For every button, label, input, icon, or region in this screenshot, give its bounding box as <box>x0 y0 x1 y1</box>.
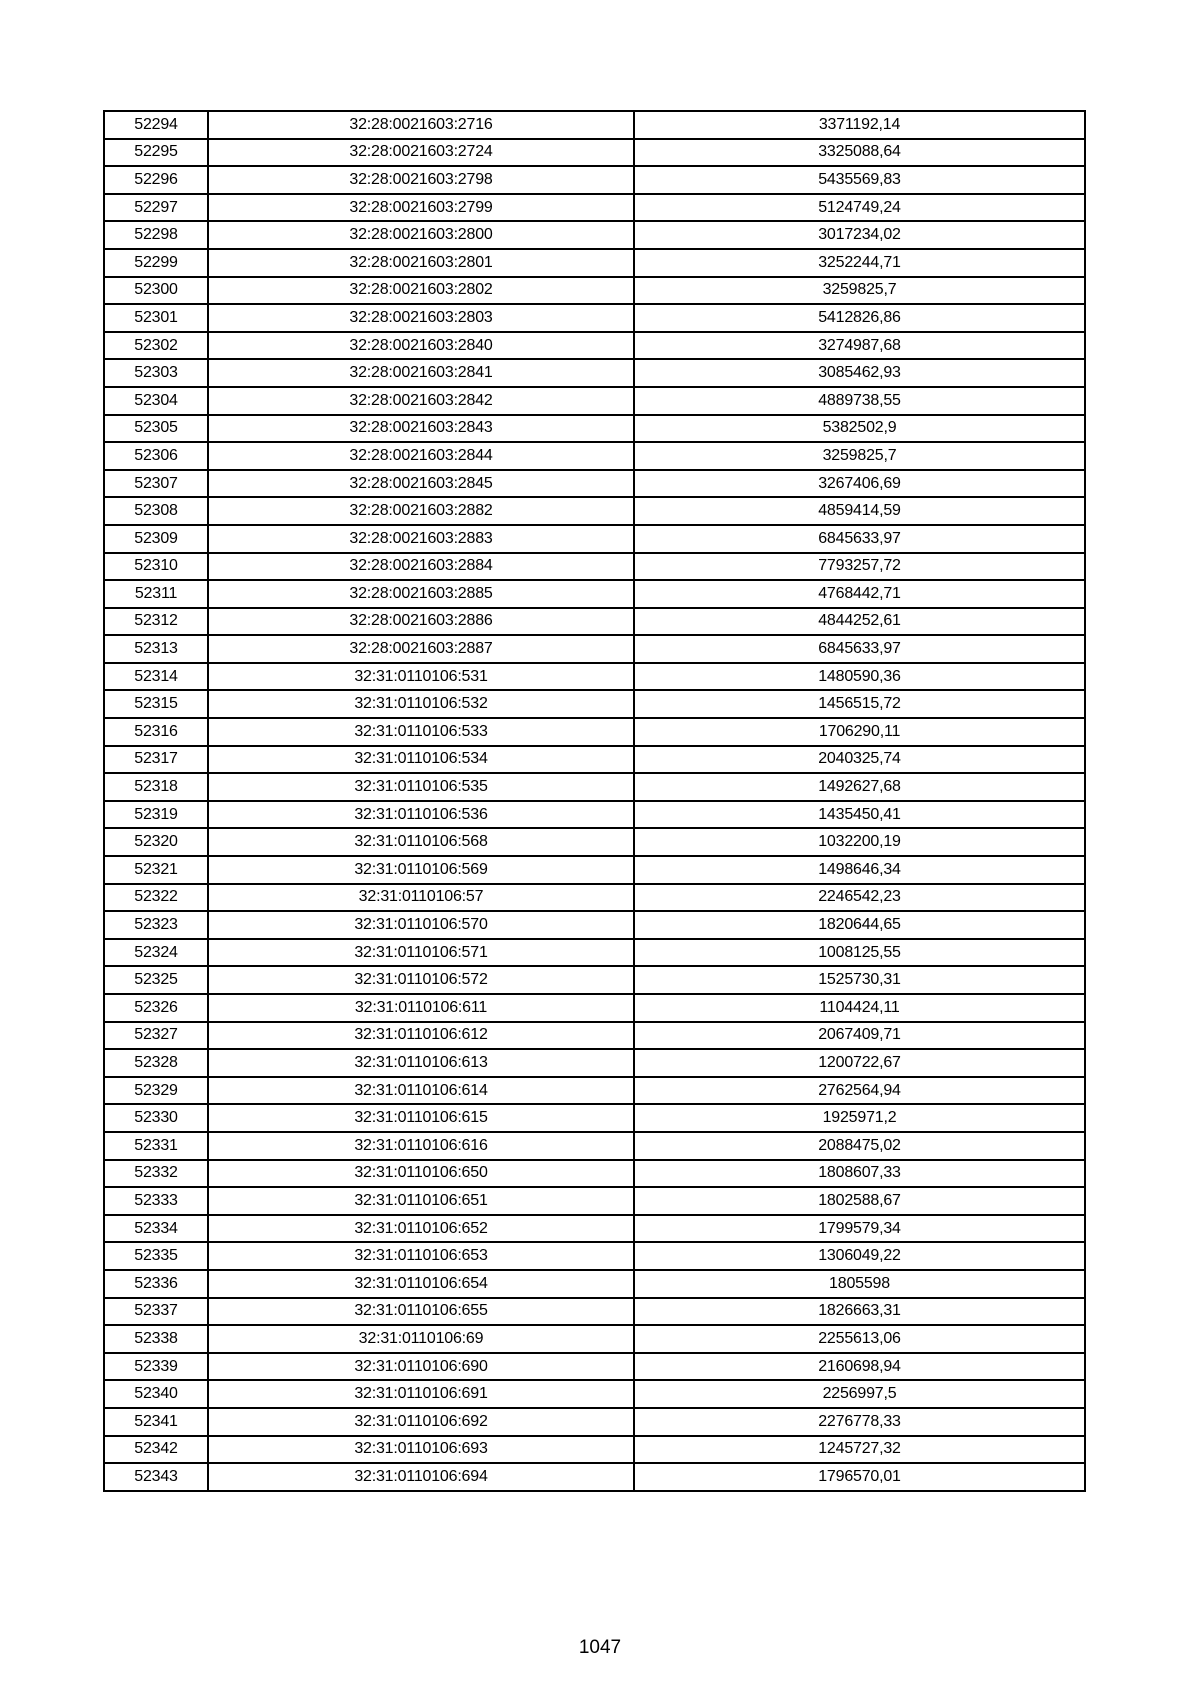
cadastral-number-cell: 32:28:0021603:2845 <box>208 470 634 498</box>
cadastral-number-cell: 32:28:0021603:2884 <box>208 553 634 581</box>
table-row <box>104 1242 1085 1270</box>
cadastral-value-cell: 1525730,31 <box>634 966 1085 994</box>
table-row <box>104 387 1085 415</box>
cadastral-number-cell: 32:31:0110106:613 <box>208 1049 634 1077</box>
cadastral-number-cell: 32:31:0110106:531 <box>208 663 634 691</box>
cadastral-number-cell: 32:28:0021603:2802 <box>208 277 634 305</box>
cadastral-number-cell: 32:31:0110106:533 <box>208 718 634 746</box>
row-number-cell: 52302 <box>104 332 208 360</box>
cadastral-number-cell: 32:28:0021603:2800 <box>208 221 634 249</box>
row-number-cell: 52320 <box>104 828 208 856</box>
page-number: 1047 <box>578 1637 622 1658</box>
cadastral-value-cell: 2160698,94 <box>634 1353 1085 1381</box>
cadastral-value-cell: 3267406,69 <box>634 470 1085 498</box>
row-number-cell: 52321 <box>104 856 208 884</box>
table-row <box>104 1215 1085 1243</box>
cadastral-value-cell: 1498646,34 <box>634 856 1085 884</box>
cadastral-value-cell: 1799579,34 <box>634 1215 1085 1243</box>
cadastral-value-cell: 3017234,02 <box>634 221 1085 249</box>
table-row <box>104 415 1085 443</box>
table-row <box>104 249 1085 277</box>
cadastral-number-cell: 32:31:0110106:653 <box>208 1242 634 1270</box>
table-row <box>104 939 1085 967</box>
row-number-cell: 52325 <box>104 966 208 994</box>
row-number-cell: 52306 <box>104 442 208 470</box>
cadastral-number-cell: 32:31:0110106:690 <box>208 1353 634 1381</box>
table-row <box>104 497 1085 525</box>
cadastral-number-cell: 32:31:0110106:570 <box>208 911 634 939</box>
cadastral-number-cell: 32:28:0021603:2842 <box>208 387 634 415</box>
cadastral-number-cell: 32:28:0021603:2724 <box>208 139 634 167</box>
table-row <box>104 1298 1085 1326</box>
cadastral-number-cell: 32:28:0021603:2844 <box>208 442 634 470</box>
row-number-cell: 52317 <box>104 746 208 774</box>
cadastral-value-cell: 5412826,86 <box>634 304 1085 332</box>
table-row <box>104 608 1085 636</box>
cadastral-value-cell: 1435450,41 <box>634 801 1085 829</box>
row-number-cell: 52336 <box>104 1270 208 1298</box>
row-number-cell: 52316 <box>104 718 208 746</box>
cadastral-number-cell: 32:31:0110106:612 <box>208 1022 634 1050</box>
cadastral-number-cell: 32:31:0110106:694 <box>208 1463 634 1491</box>
cadastral-value-cell: 1200722,67 <box>634 1049 1085 1077</box>
cadastral-value-cell: 1456515,72 <box>634 690 1085 718</box>
row-number-cell: 52329 <box>104 1077 208 1105</box>
table-row <box>104 304 1085 332</box>
cadastral-value-cell: 1796570,01 <box>634 1463 1085 1491</box>
row-number-cell: 52305 <box>104 415 208 443</box>
row-number-cell: 52335 <box>104 1242 208 1270</box>
table-row <box>104 828 1085 856</box>
row-number-cell: 52301 <box>104 304 208 332</box>
cadastral-number-cell: 32:31:0110106:611 <box>208 994 634 1022</box>
cadastral-number-cell: 32:31:0110106:692 <box>208 1408 634 1436</box>
table-row <box>104 470 1085 498</box>
cadastral-number-cell: 32:28:0021603:2840 <box>208 332 634 360</box>
row-number-cell: 52337 <box>104 1298 208 1326</box>
row-number-cell: 52318 <box>104 773 208 801</box>
table-row <box>104 1436 1085 1464</box>
row-number-cell: 52294 <box>104 111 208 139</box>
cadastral-value-cell: 6845633,97 <box>634 525 1085 553</box>
table-row <box>104 690 1085 718</box>
cadastral-value-cell: 4768442,71 <box>634 580 1085 608</box>
cadastral-value-cell: 5435569,83 <box>634 166 1085 194</box>
table-row <box>104 221 1085 249</box>
cadastral-value-cell: 3085462,93 <box>634 359 1085 387</box>
cadastral-value-cell: 3371192,14 <box>634 111 1085 139</box>
row-number-cell: 52339 <box>104 1353 208 1381</box>
cadastral-value-cell: 2255613,06 <box>634 1325 1085 1353</box>
row-number-cell: 52297 <box>104 194 208 222</box>
cadastral-number-cell: 32:31:0110106:650 <box>208 1160 634 1188</box>
cadastral-value-cell: 2256997,5 <box>634 1380 1085 1408</box>
cadastral-value-cell: 5382502,9 <box>634 415 1085 443</box>
cadastral-value-cell: 1802588,67 <box>634 1187 1085 1215</box>
cadastral-value-cell: 1245727,32 <box>634 1436 1085 1464</box>
row-number-cell: 52319 <box>104 801 208 829</box>
row-number-cell: 52295 <box>104 139 208 167</box>
cadastral-value-cell: 1805598 <box>634 1270 1085 1298</box>
row-number-cell: 52326 <box>104 994 208 1022</box>
table-row <box>104 1187 1085 1215</box>
cadastral-number-cell: 32:31:0110106:572 <box>208 966 634 994</box>
table-row <box>104 718 1085 746</box>
cadastral-value-cell: 3259825,7 <box>634 442 1085 470</box>
table-row <box>104 1408 1085 1436</box>
table-row <box>104 1325 1085 1353</box>
row-number-cell: 52310 <box>104 553 208 581</box>
row-number-cell: 52342 <box>104 1436 208 1464</box>
cadastral-value-cell: 5124749,24 <box>634 194 1085 222</box>
cadastral-value-cell: 4844252,61 <box>634 608 1085 636</box>
cadastral-value-cell: 1925971,2 <box>634 1104 1085 1132</box>
cadastral-value-cell: 3325088,64 <box>634 139 1085 167</box>
row-number-cell: 52308 <box>104 497 208 525</box>
cadastral-value-cell: 1706290,11 <box>634 718 1085 746</box>
row-number-cell: 52311 <box>104 580 208 608</box>
cadastral-value-cell: 1306049,22 <box>634 1242 1085 1270</box>
row-number-cell: 52338 <box>104 1325 208 1353</box>
cadastral-number-cell: 32:31:0110106:652 <box>208 1215 634 1243</box>
row-number-cell: 52309 <box>104 525 208 553</box>
table-row <box>104 139 1085 167</box>
row-number-cell: 52299 <box>104 249 208 277</box>
cadastral-value-cell: 1826663,31 <box>634 1298 1085 1326</box>
table-row <box>104 442 1085 470</box>
cadastral-value-cell: 2040325,74 <box>634 746 1085 774</box>
table-row <box>104 1022 1085 1050</box>
cadastral-number-cell: 32:28:0021603:2885 <box>208 580 634 608</box>
cadastral-number-cell: 32:31:0110106:654 <box>208 1270 634 1298</box>
cadastral-value-cell: 2067409,71 <box>634 1022 1085 1050</box>
cadastral-number-cell: 32:31:0110106:534 <box>208 746 634 774</box>
cadastral-value-cell: 1008125,55 <box>634 939 1085 967</box>
row-number-cell: 52327 <box>104 1022 208 1050</box>
cadastral-number-cell: 32:31:0110106:651 <box>208 1187 634 1215</box>
row-number-cell: 52322 <box>104 884 208 912</box>
table-row <box>104 1132 1085 1160</box>
cadastral-number-cell: 32:31:0110106:571 <box>208 939 634 967</box>
table-row <box>104 1049 1085 1077</box>
cadastral-value-table <box>103 110 1086 1492</box>
table-row <box>104 1077 1085 1105</box>
table-row <box>104 580 1085 608</box>
cadastral-number-cell: 32:31:0110106:615 <box>208 1104 634 1132</box>
cadastral-number-cell: 32:28:0021603:2799 <box>208 194 634 222</box>
table-body <box>104 111 1085 1491</box>
table-row <box>104 1380 1085 1408</box>
row-number-cell: 52315 <box>104 690 208 718</box>
cadastral-number-cell: 32:28:0021603:2803 <box>208 304 634 332</box>
cadastral-value-cell: 2088475,02 <box>634 1132 1085 1160</box>
table-row <box>104 1463 1085 1491</box>
cadastral-number-cell: 32:31:0110106:57 <box>208 884 634 912</box>
table-row <box>104 801 1085 829</box>
table-row <box>104 194 1085 222</box>
cadastral-number-cell: 32:28:0021603:2801 <box>208 249 634 277</box>
table-row <box>104 553 1085 581</box>
table-row <box>104 332 1085 360</box>
cadastral-number-cell: 32:28:0021603:2841 <box>208 359 634 387</box>
table-row <box>104 1353 1085 1381</box>
cadastral-value-cell: 1820644,65 <box>634 911 1085 939</box>
row-number-cell: 52307 <box>104 470 208 498</box>
cadastral-value-cell: 1480590,36 <box>634 663 1085 691</box>
cadastral-number-cell: 32:31:0110106:568 <box>208 828 634 856</box>
row-number-cell: 52331 <box>104 1132 208 1160</box>
table-row <box>104 1160 1085 1188</box>
table-row <box>104 525 1085 553</box>
cadastral-number-cell: 32:28:0021603:2716 <box>208 111 634 139</box>
cadastral-value-cell: 1492627,68 <box>634 773 1085 801</box>
cadastral-number-cell: 32:28:0021603:2882 <box>208 497 634 525</box>
row-number-cell: 52314 <box>104 663 208 691</box>
row-number-cell: 52328 <box>104 1049 208 1077</box>
table-row <box>104 966 1085 994</box>
row-number-cell: 52303 <box>104 359 208 387</box>
cadastral-value-cell: 2276778,33 <box>634 1408 1085 1436</box>
cadastral-number-cell: 32:31:0110106:69 <box>208 1325 634 1353</box>
cadastral-number-cell: 32:28:0021603:2883 <box>208 525 634 553</box>
row-number-cell: 52298 <box>104 221 208 249</box>
table-row <box>104 856 1085 884</box>
table-row <box>104 111 1085 139</box>
cadastral-value-cell: 3259825,7 <box>634 277 1085 305</box>
cadastral-number-cell: 32:31:0110106:536 <box>208 801 634 829</box>
cadastral-number-cell: 32:28:0021603:2886 <box>208 608 634 636</box>
cadastral-value-cell: 1032200,19 <box>634 828 1085 856</box>
row-number-cell: 52296 <box>104 166 208 194</box>
cadastral-value-cell: 3252244,71 <box>634 249 1085 277</box>
cadastral-value-cell: 4859414,59 <box>634 497 1085 525</box>
row-number-cell: 52312 <box>104 608 208 636</box>
cadastral-number-cell: 32:28:0021603:2798 <box>208 166 634 194</box>
cadastral-value-cell: 3274987,68 <box>634 332 1085 360</box>
row-number-cell: 52300 <box>104 277 208 305</box>
cadastral-value-cell: 1808607,33 <box>634 1160 1085 1188</box>
table-row <box>104 1270 1085 1298</box>
cadastral-number-cell: 32:31:0110106:532 <box>208 690 634 718</box>
cadastral-value-cell: 7793257,72 <box>634 553 1085 581</box>
table-row <box>104 277 1085 305</box>
cadastral-number-cell: 32:31:0110106:693 <box>208 1436 634 1464</box>
row-number-cell: 52332 <box>104 1160 208 1188</box>
table-row <box>104 635 1085 663</box>
row-number-cell: 52334 <box>104 1215 208 1243</box>
table-row <box>104 994 1085 1022</box>
table-row <box>104 1104 1085 1132</box>
table-row <box>104 773 1085 801</box>
cadastral-number-cell: 32:31:0110106:655 <box>208 1298 634 1326</box>
cadastral-number-cell: 32:28:0021603:2887 <box>208 635 634 663</box>
cadastral-number-cell: 32:31:0110106:691 <box>208 1380 634 1408</box>
cadastral-number-cell: 32:31:0110106:616 <box>208 1132 634 1160</box>
row-number-cell: 52343 <box>104 1463 208 1491</box>
row-number-cell: 52313 <box>104 635 208 663</box>
cadastral-number-cell: 32:31:0110106:535 <box>208 773 634 801</box>
row-number-cell: 52330 <box>104 1104 208 1132</box>
cadastral-value-cell: 2246542,23 <box>634 884 1085 912</box>
cadastral-number-cell: 32:28:0021603:2843 <box>208 415 634 443</box>
row-number-cell: 52340 <box>104 1380 208 1408</box>
cadastral-value-cell: 6845633,97 <box>634 635 1085 663</box>
table-row <box>104 663 1085 691</box>
row-number-cell: 52333 <box>104 1187 208 1215</box>
table-row <box>104 359 1085 387</box>
cadastral-number-cell: 32:31:0110106:569 <box>208 856 634 884</box>
cadastral-number-cell: 32:31:0110106:614 <box>208 1077 634 1105</box>
cadastral-value-cell: 1104424,11 <box>634 994 1085 1022</box>
cadastral-value-cell: 2762564,94 <box>634 1077 1085 1105</box>
row-number-cell: 52323 <box>104 911 208 939</box>
table-row <box>104 884 1085 912</box>
table-row <box>104 911 1085 939</box>
row-number-cell: 52341 <box>104 1408 208 1436</box>
cadastral-value-cell: 4889738,55 <box>634 387 1085 415</box>
table-row <box>104 166 1085 194</box>
row-number-cell: 52324 <box>104 939 208 967</box>
table-row <box>104 746 1085 774</box>
row-number-cell: 52304 <box>104 387 208 415</box>
